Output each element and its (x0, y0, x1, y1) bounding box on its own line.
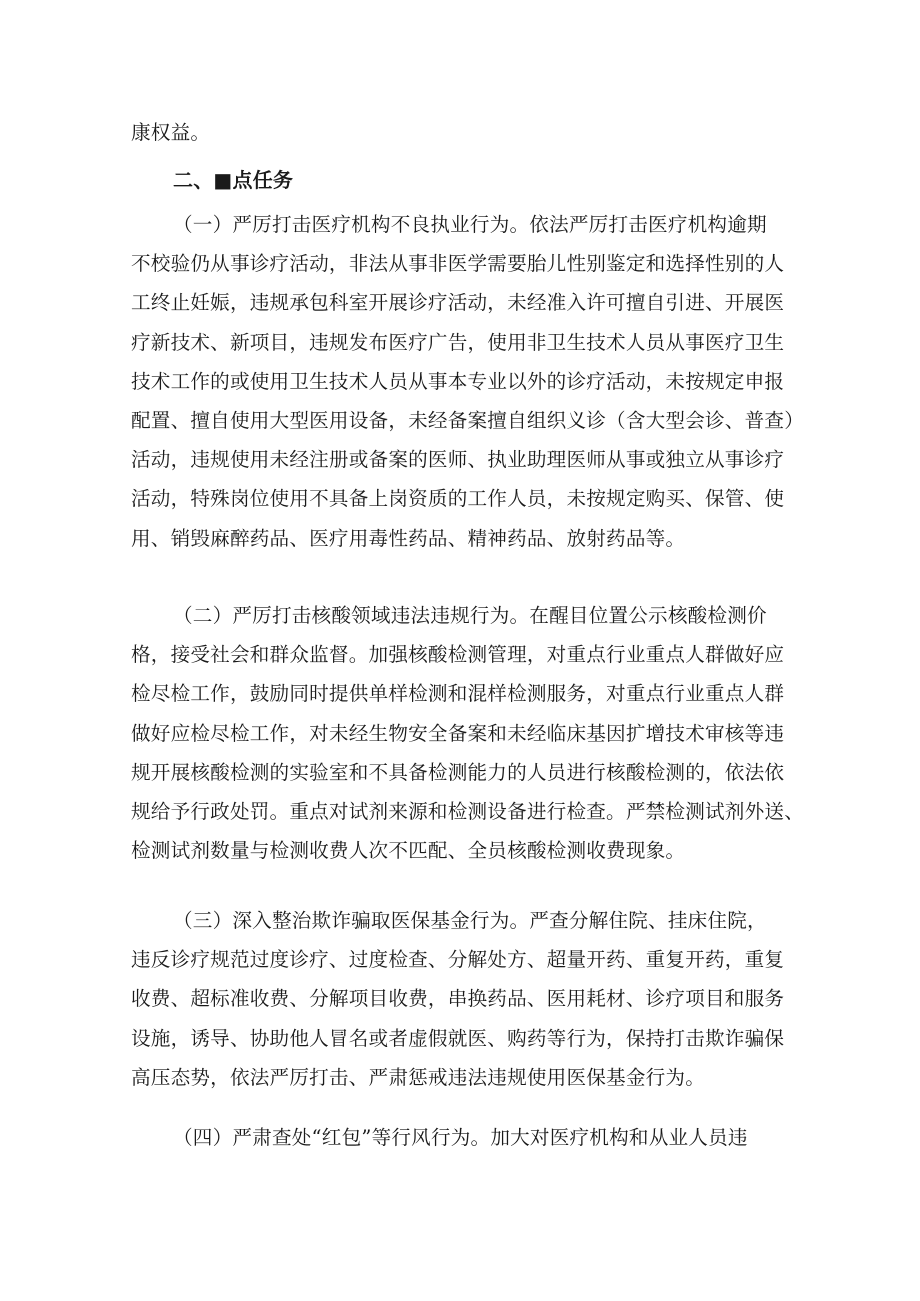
text-line: 配置、擅自使用大型医用设备，未经备案擅自组织义诊（含大型会诊、普查） (131, 408, 804, 432)
text-line: 做好应检尽检工作，对未经生物安全备案和未经临床基因扩增技术审核等违 (131, 721, 785, 745)
text-line: 不校验仍从事诊疗活动，非法从事非医学需要胎儿性别鉴定和选择性别的人 (131, 252, 785, 276)
paragraph-3 (131, 901, 795, 1097)
text-line: （四）严肃查处“红包”等行风行为。加大对医疗机构和从业人员违 (173, 1126, 748, 1149)
text-line: 违反诊疗规范过度诊疗、过度检查、分解处方、超量开药、重复开药，重复 (131, 948, 785, 972)
text-line: 检尽检工作，鼓励同时提供单样检测和混样检测服务，对重点行业重点人群 (131, 682, 785, 706)
text-line: 收费、超标准收费、分解项目收费，串换药品、医用耗材、诊疗项目和服务 (131, 987, 785, 1011)
text-line: 规给予行政处罚。重点对试剂来源和检测设备进行检查。严禁检测试剂外送、 (131, 799, 804, 823)
text-line: 活动，特殊岗位使用不具备上岗资质的工作人员，未按规定购买、保管、使 (131, 487, 785, 511)
paragraph-2 (131, 596, 804, 870)
text-line: （一）严厉打击医疗机构不良执业行为。依法严厉打击医疗机构逾期 (173, 213, 767, 236)
text-line: 疗新技术、新项目，违规发布医疗广告，使用非卫生技术人员从事医疗卫生 (131, 330, 785, 354)
text-line: 工终止妊娠，违规承包科室开展诊疗活动，未经准入许可擅自引进、开展医 (131, 291, 785, 315)
paragraph-continuation (131, 113, 795, 152)
text-line: 规开展核酸检测的实验室和不具备检测能力的人员进行核酸检测的，依法依 (131, 760, 785, 784)
text-line: 用、销毁麻醉药品、医疗用毒性药品、精神药品、放射药品等。 (131, 526, 686, 550)
text-line: 康权益。 (131, 121, 211, 144)
text-line: （三）深入整治欺诈骗取医保基金行为。严查分解住院、挂床住院， (173, 909, 767, 932)
text-line: 检测试剂数量与检测收费人次不匹配、全员核酸检测收费现象。 (131, 839, 686, 863)
paragraph-1 (131, 205, 804, 558)
text-line: （二）严厉打击核酸领域违法违规行为。在醒目位置公示核酸检测价 (173, 604, 767, 627)
text-line: 活动，违规使用未经注册或备案的医师、执业助理医师从事或独立从事诊疗 (131, 448, 785, 472)
text-line: 技术工作的或使用卫生技术人员从事本专业以外的诊疗活动，未按规定申报 (131, 369, 785, 393)
heading-text: 二、■点任务 (173, 168, 294, 192)
text-line: 格，接受社会和群众监督。加强核酸检测管理，对重点行业重点人群做好应 (131, 643, 785, 667)
section-heading (131, 161, 837, 200)
paragraph-4 (131, 1118, 795, 1157)
text-line: 高压态势，依法严厉打击、严肃惩戒违法违规使用医保基金行为。 (131, 1065, 706, 1089)
text-line: 设施，诱导、协助他人冒名或者虚假就医、购药等行为，保持打击欺诈骗保 (131, 1026, 785, 1050)
